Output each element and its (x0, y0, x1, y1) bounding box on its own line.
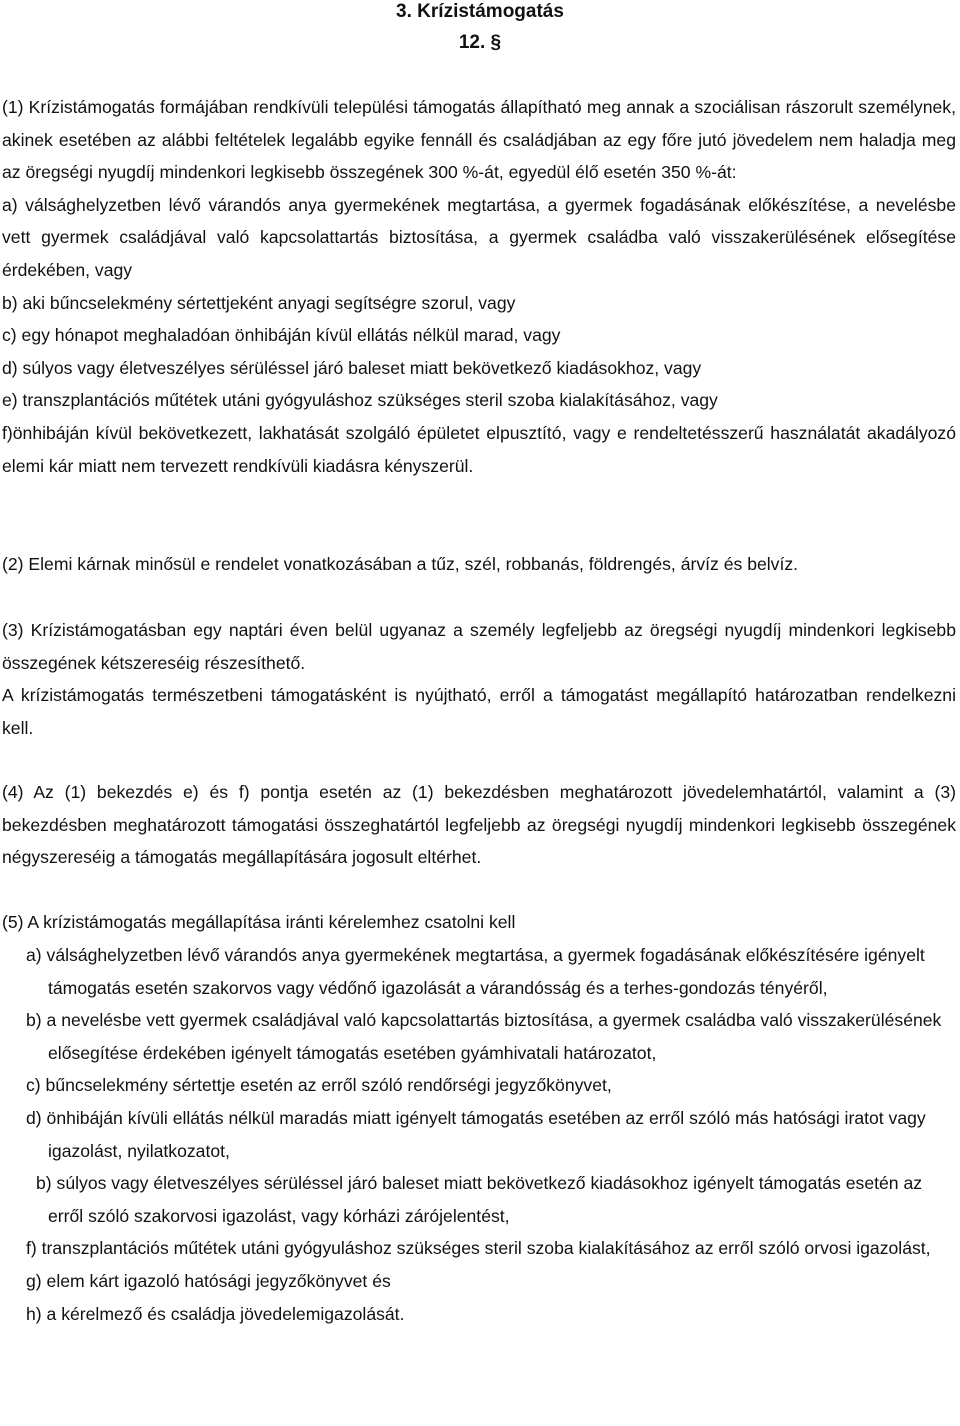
section-1 (2, 91, 956, 482)
section-5-item-b: b) a nevelésbe vett gyermek családjával való kapcsolattartás biztosítása, a gyermek családba való visszakerülésének elősegítése érdekében igényelt támogatás esetében gyámhivatali határozatot, (26, 1010, 942, 1063)
section-1-point-e: e) transzplantációs műtétek utáni gyógyuláshoz szükséges steril szoba kialakításához, vagy (2, 390, 718, 411)
section-3-text-1: (3) Krízistámogatásban egy naptári éven belül ugyanaz a személy legfeljebb az öregségi nyugdíj mindenkori legkisebb összegének kétszereséig részesíthető. (2, 620, 956, 673)
section-1-point-b: b) aki bűncselekmény sértettjeként anyagi segítségre szorul, vagy (2, 292, 516, 313)
section-1-point-c: c) egy hónapot meghaladóan önhibáján kívül ellátás nélkül marad, vagy (2, 325, 561, 346)
section-2-text: (2) Elemi kárnak minősül e rendelet vonatkozásában a tűz, szél, robbanás, földrengés, árvíz és belvíz. (2, 554, 799, 574)
section-5-item-d: d) önhibáján kívüli ellátás nélkül maradás miatt igényelt támogatás esetében az erről szóló más hatósági iratot vagy igazolást, nyilatkozatot, (26, 1107, 926, 1161)
section-3-text-2: A krízistámogatás természetbeni támogatásként is nyújtható, erről a támogatást megállapító határozatban rendelkezni kell. (2, 685, 956, 738)
section-1-point-d: d) súlyos vagy életveszélyes sérüléssel járó baleset miatt bekövetkező kiadásokhoz, vagy (2, 357, 702, 378)
section-4 (2, 776, 956, 874)
section-5-item-h: h) a kérelmező és családja jövedelemigazolását. (26, 1303, 405, 1324)
section-5-list (26, 939, 956, 1330)
section-2 (2, 548, 956, 581)
section-1-intro: (1) Krízistámogatás formájában rendkívüli települési támogatás állapítható meg annak a szociálisan rászorult személynek, akinek esetében az alábbi feltételek legalább egyike fennáll és családjában az egy főre jutó jövedelem nem haladja meg az öregségi nyugdíj mindenkori legkisebb összegének 300 %-át, egyedül élő esetén 350 %-át: (2, 97, 956, 183)
section-5-item-b2: b) súlyos vagy életveszélyes sérüléssel járó baleset miatt bekövetkező kiadásokhoz igényelt támogatás esetén az erről szóló szakorvosi igazolást, vagy kórházi zárójelentést, (36, 1173, 923, 1226)
section-5 (2, 906, 956, 939)
section-title: 3. Krízistámogatás (396, 1, 564, 22)
paragraph-number: 12. § (458, 32, 502, 53)
section-5-item-f: f) transzplantációs műtétek utáni gyógyuláshoz szükséges steril szoba kialakításához az erről szóló orvosi igazolást, (26, 1238, 931, 1259)
section-1-point-a: a) válsághelyzetben lévő várandós anya gyermekének megtartása, a gyermek fogadásának előkészítése, a nevelésbe vett gyermek családjával való kapcsolattartás biztosítása, a gyermek családba való visszakerülésének elősegítése érdekében, vagy (2, 194, 956, 280)
section-5-item-c: c) bűncselekmény sértettje esetén az erről szóló rendőrségi jegyzőkönyvet, (26, 1075, 612, 1096)
section-5-item-a: a) válsághelyzetben lévő várandós anya gyermekének megtartása, a gyermek fogadásának előkészítésére igényelt támogatás esetén szakorvos vagy védőnő igazolását a várandósság és a terhes-gondozás tényéről, (26, 945, 925, 998)
section-4-text: (4) Az (1) bekezdés e) és f) pontja esetén az (1) bekezdésben meghatározott jövedelemhatártól, valamint a (3) bekezdésben meghatározott támogatási összeghatártól legfeljebb az öregségi nyugdíj mindenkori legkisebb összegének négyszereséig a támogatás megállapítására jogosult eltérhet. (2, 782, 956, 868)
section-1-point-f: f)önhibáján kívül bekövetkezett, lakhatását szolgáló épületet elpusztító, vagy e rendeltetésszerű használatát akadályozó elemi kár miatt nem tervezett rendkívüli kiadásra kényszerül. (2, 422, 956, 476)
section-5-intro: (5) A krízistámogatás megállapítása iránti kérelemhez csatolni kell (2, 912, 516, 932)
section-5-item-g: g) elem kárt igazoló hatósági jegyzőkönyvet és (26, 1270, 391, 1291)
section-3 (2, 614, 956, 744)
